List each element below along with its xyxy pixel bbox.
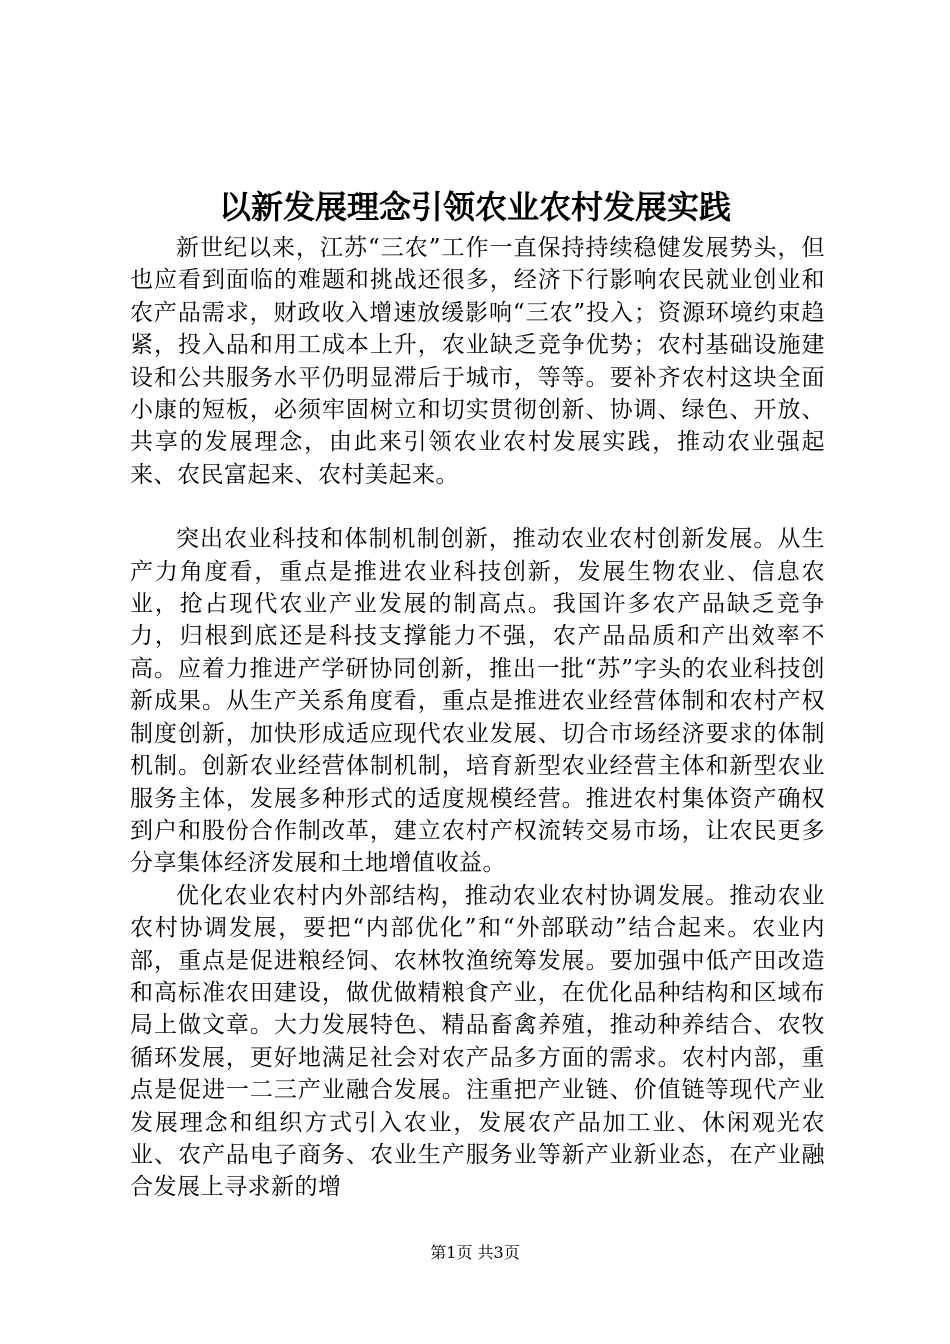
- page-number-footer: 第1页 共3页: [430, 1243, 520, 1262]
- document-body: [130, 232, 825, 1204]
- paragraph-innovation: 突出农业科技和体制机制创新，推动农业农村创新发展。从生产力角度看，重点是推进农业科技创新，发展生物农业、信息农业，抢占现代农业产业发展的制高点。我国许多农产品缺乏竞争力，归根到底还是科技支撑能力不强，农产品品质和产出效率不高。应着力推进产学研协同创新，推出一批“苏”字头的农业科技创新成果。从生产关系角度看，重点是推进农业经营体制和农村产权制度创新，加快形成适应现代农业发展、切合市场经济要求的体制机制。创新农业经营体制机制，培育新型农业经营主体和新型农业服务主体，发展多种形式的适度规模经营。推进农村集体资产确权到户和股份合作制改革，建立农村产权流转交易市场，让农民更多分享集体经济发展和土地增值收益。: [130, 526, 825, 877]
- document-title: 以新发展理念引领农业农村发展实践: [218, 188, 731, 226]
- paragraph-intro: 新世纪以来，江苏“三农”工作一直保持持续稳健发展势头，但也应看到面临的难题和挑战还很多，经济下行影响农民就业创业和农产品需求，财政收入增速放缓影响“三农”投入；资源环境约束趋紧，投入品和用工成本上升，农业缺乏竞争优势；农村基础设施建设和公共服务水平仍明显滞后于城市，等等。要补齐农村这块全面小康的短板，必须牢固树立和切实贯彻创新、协调、绿色、开放、共享的发展理念，由此来引领农业农村发展实践，推动农业强起来、农民富起来、农村美起来。: [130, 235, 825, 488]
- paragraph-coordination: 优化农业农村内外部结构，推动农业农村协调发展。推动农业农村协调发展，要把“内部优化”和“外部联动”结合起来。农业内部，重点是促进粮经饲、农林牧渔统筹发展。要加强中低产田改造和高标准农田建设，做优做精粮食产业，在优化品种结构和区域布局上做文章。大力发展特色、精品畜禽养殖，推动种养结合、农牧循环发展，更好地满足社会对农产品多方面的需求。农村内部，重点是促进一二三产业融合发展。注重把产业链、价值链等现代产业发展理念和组织方式引入农业，发展农产品加工业、休闲观光农业、农产品电子商务、农业生产服务业等新产业新业态，在产业融合发展上寻求新的增: [130, 882, 825, 1201]
